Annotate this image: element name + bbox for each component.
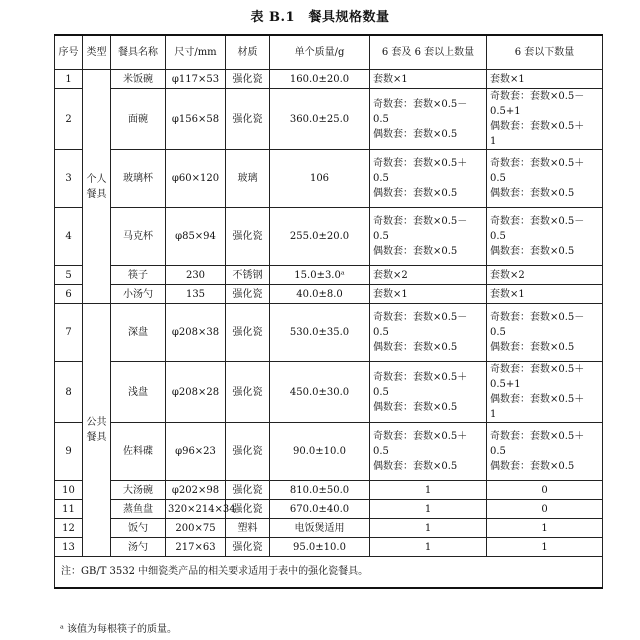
qty-line: 0.5 <box>490 327 506 338</box>
qty-line: 奇数套：套数×0.5＋ <box>490 364 585 375</box>
item-mass: 670.0±40.0 <box>270 500 370 519</box>
qty-line: 偶数套：套数×0.5＋ <box>490 394 585 405</box>
item-size: φ208×28 <box>166 362 226 423</box>
row-number: 4 <box>55 208 83 266</box>
qty-line: 0.5 <box>490 231 506 242</box>
item-material: 塑料 <box>226 519 270 538</box>
row-number: 11 <box>55 500 83 519</box>
item-mass: 15.0±3.0ᵃ <box>270 266 370 285</box>
qty-line: 1 <box>490 136 497 147</box>
item-name: 大汤碗 <box>111 481 166 500</box>
qty-line: 1 <box>541 541 548 553</box>
qty-line: 偶数套：套数×0.5 <box>490 461 575 472</box>
qty-6plus <box>370 538 487 557</box>
qty-line: 0.5 <box>373 231 389 242</box>
row-number: 6 <box>55 285 83 304</box>
qty-line: 奇数套：套数×0.5－ <box>373 98 468 110</box>
item-mass: 90.0±10.0 <box>270 423 370 481</box>
item-size: 200×75 <box>166 519 226 538</box>
header-row <box>55 35 603 70</box>
qty-line: 0.5+1 <box>490 379 521 390</box>
item-name: 小汤勺 <box>111 285 166 304</box>
qty-6plus <box>370 362 487 423</box>
qty-line: 0.5 <box>373 327 389 338</box>
table-row <box>55 481 603 500</box>
item-name: 米饭碗 <box>111 70 166 89</box>
qty-6plus <box>370 304 487 362</box>
item-material: 强化瓷 <box>226 70 270 89</box>
note-row <box>55 557 603 589</box>
qty-6plus <box>370 519 487 538</box>
row-number: 8 <box>55 362 83 423</box>
qty-line: 偶数套：套数×0.5 <box>373 461 458 472</box>
item-size: φ117×53 <box>166 70 226 89</box>
item-size: 320×214×34 <box>166 500 226 519</box>
row-number: 12 <box>55 519 83 538</box>
qty-line: 套数×2 <box>490 269 525 281</box>
item-material: 不锈钢 <box>226 266 270 285</box>
qty-line: 1 <box>424 503 432 515</box>
qty-line: 奇数套：套数×0.5－ <box>490 216 585 227</box>
table-row <box>55 519 603 538</box>
qty-line: 套数×1 <box>490 73 525 85</box>
qty-line: 偶数套：套数×0.5 <box>373 128 458 140</box>
item-mass: 40.0±8.0 <box>270 285 370 304</box>
table-row <box>55 538 603 557</box>
qty-6plus <box>370 208 487 266</box>
qty-line: 偶数套：套数×0.5 <box>490 188 575 199</box>
item-name: 玻璃杯 <box>111 150 166 208</box>
qty-6plus <box>370 266 487 285</box>
item-mass: 530.0±35.0 <box>270 304 370 362</box>
spec-table <box>54 34 603 589</box>
row-number: 1 <box>55 70 83 89</box>
qty-lt6 <box>487 538 603 557</box>
qty-line: 偶数套：套数×0.5＋ <box>490 121 585 132</box>
header-qty-lt6: 6 套以下数量 <box>487 35 603 70</box>
item-name: 佐料碟 <box>111 423 166 481</box>
item-material: 强化瓷 <box>226 89 270 150</box>
item-material: 强化瓷 <box>226 481 270 500</box>
qty-line: 奇数套：套数×0.5－ <box>373 216 468 227</box>
qty-6plus <box>370 481 487 500</box>
row-number: 10 <box>55 481 83 500</box>
item-name: 蒸鱼盘 <box>111 500 166 519</box>
item-material: 强化瓷 <box>226 304 270 362</box>
qty-lt6 <box>487 208 603 266</box>
qty-line: 套数×1 <box>373 288 408 300</box>
qty-line: 偶数套：套数×0.5 <box>373 401 458 413</box>
qty-line: 套数×1 <box>490 288 525 300</box>
qty-line: 0.5 <box>490 446 506 457</box>
qty-6plus <box>370 70 487 89</box>
qty-line: 奇数套：套数×0.5＋ <box>490 431 585 442</box>
qty-line: 0.5 <box>373 113 389 125</box>
qty-line: 奇数套：套数×0.5＋ <box>490 158 585 169</box>
qty-lt6 <box>487 519 603 538</box>
header-mass: 单个质量/g <box>270 35 370 70</box>
item-material: 强化瓷 <box>226 500 270 519</box>
item-material: 强化瓷 <box>226 285 270 304</box>
qty-line: 奇数套：套数×0.5＋ <box>373 431 468 442</box>
header-name: 餐具名称 <box>111 35 166 70</box>
item-name: 筷子 <box>111 266 166 285</box>
qty-6plus <box>370 89 487 150</box>
item-material: 强化瓷 <box>226 423 270 481</box>
item-name: 马克杯 <box>111 208 166 266</box>
row-number: 13 <box>55 538 83 557</box>
table-row <box>55 70 603 89</box>
header-material: 材质 <box>226 35 270 70</box>
item-material: 玻璃 <box>226 150 270 208</box>
qty-line: 偶数套：套数×0.5 <box>373 246 458 257</box>
item-size: 135 <box>166 285 226 304</box>
category-public: 公共餐具 <box>83 304 111 557</box>
item-name: 汤勺 <box>111 538 166 557</box>
qty-6plus <box>370 285 487 304</box>
qty-6plus <box>370 500 487 519</box>
item-size: φ208×38 <box>166 304 226 362</box>
row-number: 2 <box>55 89 83 150</box>
qty-line: 1 <box>490 409 497 420</box>
qty-lt6 <box>487 362 603 423</box>
item-size: 217×63 <box>166 538 226 557</box>
item-mass: 电饭煲适用 <box>270 519 370 538</box>
qty-line: 1 <box>424 484 432 496</box>
table-row <box>55 423 603 481</box>
item-mass: 450.0±30.0 <box>270 362 370 423</box>
qty-line: 奇数套：套数×0.5＋ <box>373 371 468 383</box>
item-material: 强化瓷 <box>226 362 270 423</box>
qty-lt6 <box>487 423 603 481</box>
qty-6plus <box>370 150 487 208</box>
qty-lt6 <box>487 266 603 285</box>
item-mass: 360.0±25.0 <box>270 89 370 150</box>
header-no: 序号 <box>55 35 83 70</box>
table-row <box>55 208 603 266</box>
qty-line: 1 <box>424 522 432 534</box>
qty-line: 奇数套：套数×0.5－ <box>373 312 468 323</box>
row-number: 3 <box>55 150 83 208</box>
item-mass: 810.0±50.0 <box>270 481 370 500</box>
row-number: 7 <box>55 304 83 362</box>
table-row <box>55 266 603 285</box>
item-mass: 95.0±10.0 <box>270 538 370 557</box>
table-row <box>55 89 603 150</box>
item-mass: 160.0±20.0 <box>270 70 370 89</box>
qty-lt6 <box>487 89 603 150</box>
item-size: 230 <box>166 266 226 285</box>
qty-lt6 <box>487 500 603 519</box>
table-row <box>55 362 603 423</box>
qty-line: 0.5 <box>373 173 389 184</box>
header-qty-6plus: 6 套及 6 套以上数量 <box>370 35 487 70</box>
qty-line: 0.5 <box>373 386 389 398</box>
qty-line: 0.5 <box>373 446 389 457</box>
category-personal: 个人餐具 <box>83 70 111 304</box>
table-row <box>55 150 603 208</box>
qty-6plus <box>370 423 487 481</box>
item-name: 深盘 <box>111 304 166 362</box>
table-title: 表 B.1 餐具规格数量 <box>250 10 390 25</box>
qty-lt6 <box>487 481 603 500</box>
item-name: 饭勺 <box>111 519 166 538</box>
qty-line: 套数×2 <box>373 269 408 281</box>
item-name: 面碗 <box>111 89 166 150</box>
qty-line: 1 <box>424 541 432 553</box>
qty-line: 偶数套：套数×0.5 <box>490 342 575 353</box>
table-row <box>55 285 603 304</box>
qty-lt6 <box>487 150 603 208</box>
item-material: 强化瓷 <box>226 208 270 266</box>
qty-line: 奇数套：套数×0.5－ <box>490 91 585 102</box>
qty-line: 偶数套：套数×0.5 <box>373 342 458 353</box>
item-mass: 255.0±20.0 <box>270 208 370 266</box>
item-material: 强化瓷 <box>226 538 270 557</box>
table-row <box>55 304 603 362</box>
qty-line: 0 <box>541 484 548 496</box>
qty-line: 偶数套：套数×0.5 <box>490 246 575 257</box>
qty-lt6 <box>487 304 603 362</box>
qty-line: 1 <box>541 522 548 534</box>
qty-line: 0 <box>541 503 548 515</box>
table-row <box>55 500 603 519</box>
row-number: 5 <box>55 266 83 285</box>
qty-line: 0.5 <box>490 173 506 184</box>
item-mass: 106 <box>270 150 370 208</box>
qty-line: 偶数套：套数×0.5 <box>373 188 458 199</box>
item-size: φ85×94 <box>166 208 226 266</box>
qty-line: 0.5+1 <box>490 106 521 117</box>
header-type: 类型 <box>83 35 111 70</box>
qty-line: 奇数套：套数×0.5＋ <box>373 158 468 169</box>
header-size: 尺寸/mm <box>166 35 226 70</box>
item-size: φ60×120 <box>166 150 226 208</box>
item-size: φ156×58 <box>166 89 226 150</box>
row-number: 9 <box>55 423 83 481</box>
qty-lt6 <box>487 70 603 89</box>
qty-line: 奇数套：套数×0.5－ <box>490 312 585 323</box>
footnote: ᵃ 该值为每根筷子的质量。 <box>60 624 178 635</box>
qty-line: 套数×1 <box>373 73 408 85</box>
item-name: 浅盘 <box>111 362 166 423</box>
item-size: φ96×23 <box>166 423 226 481</box>
table-note: 注：GB/T 3532 中细瓷类产品的相关要求适用于表中的强化瓷餐具。 <box>55 557 603 589</box>
qty-lt6 <box>487 285 603 304</box>
item-size: φ202×98 <box>166 481 226 500</box>
